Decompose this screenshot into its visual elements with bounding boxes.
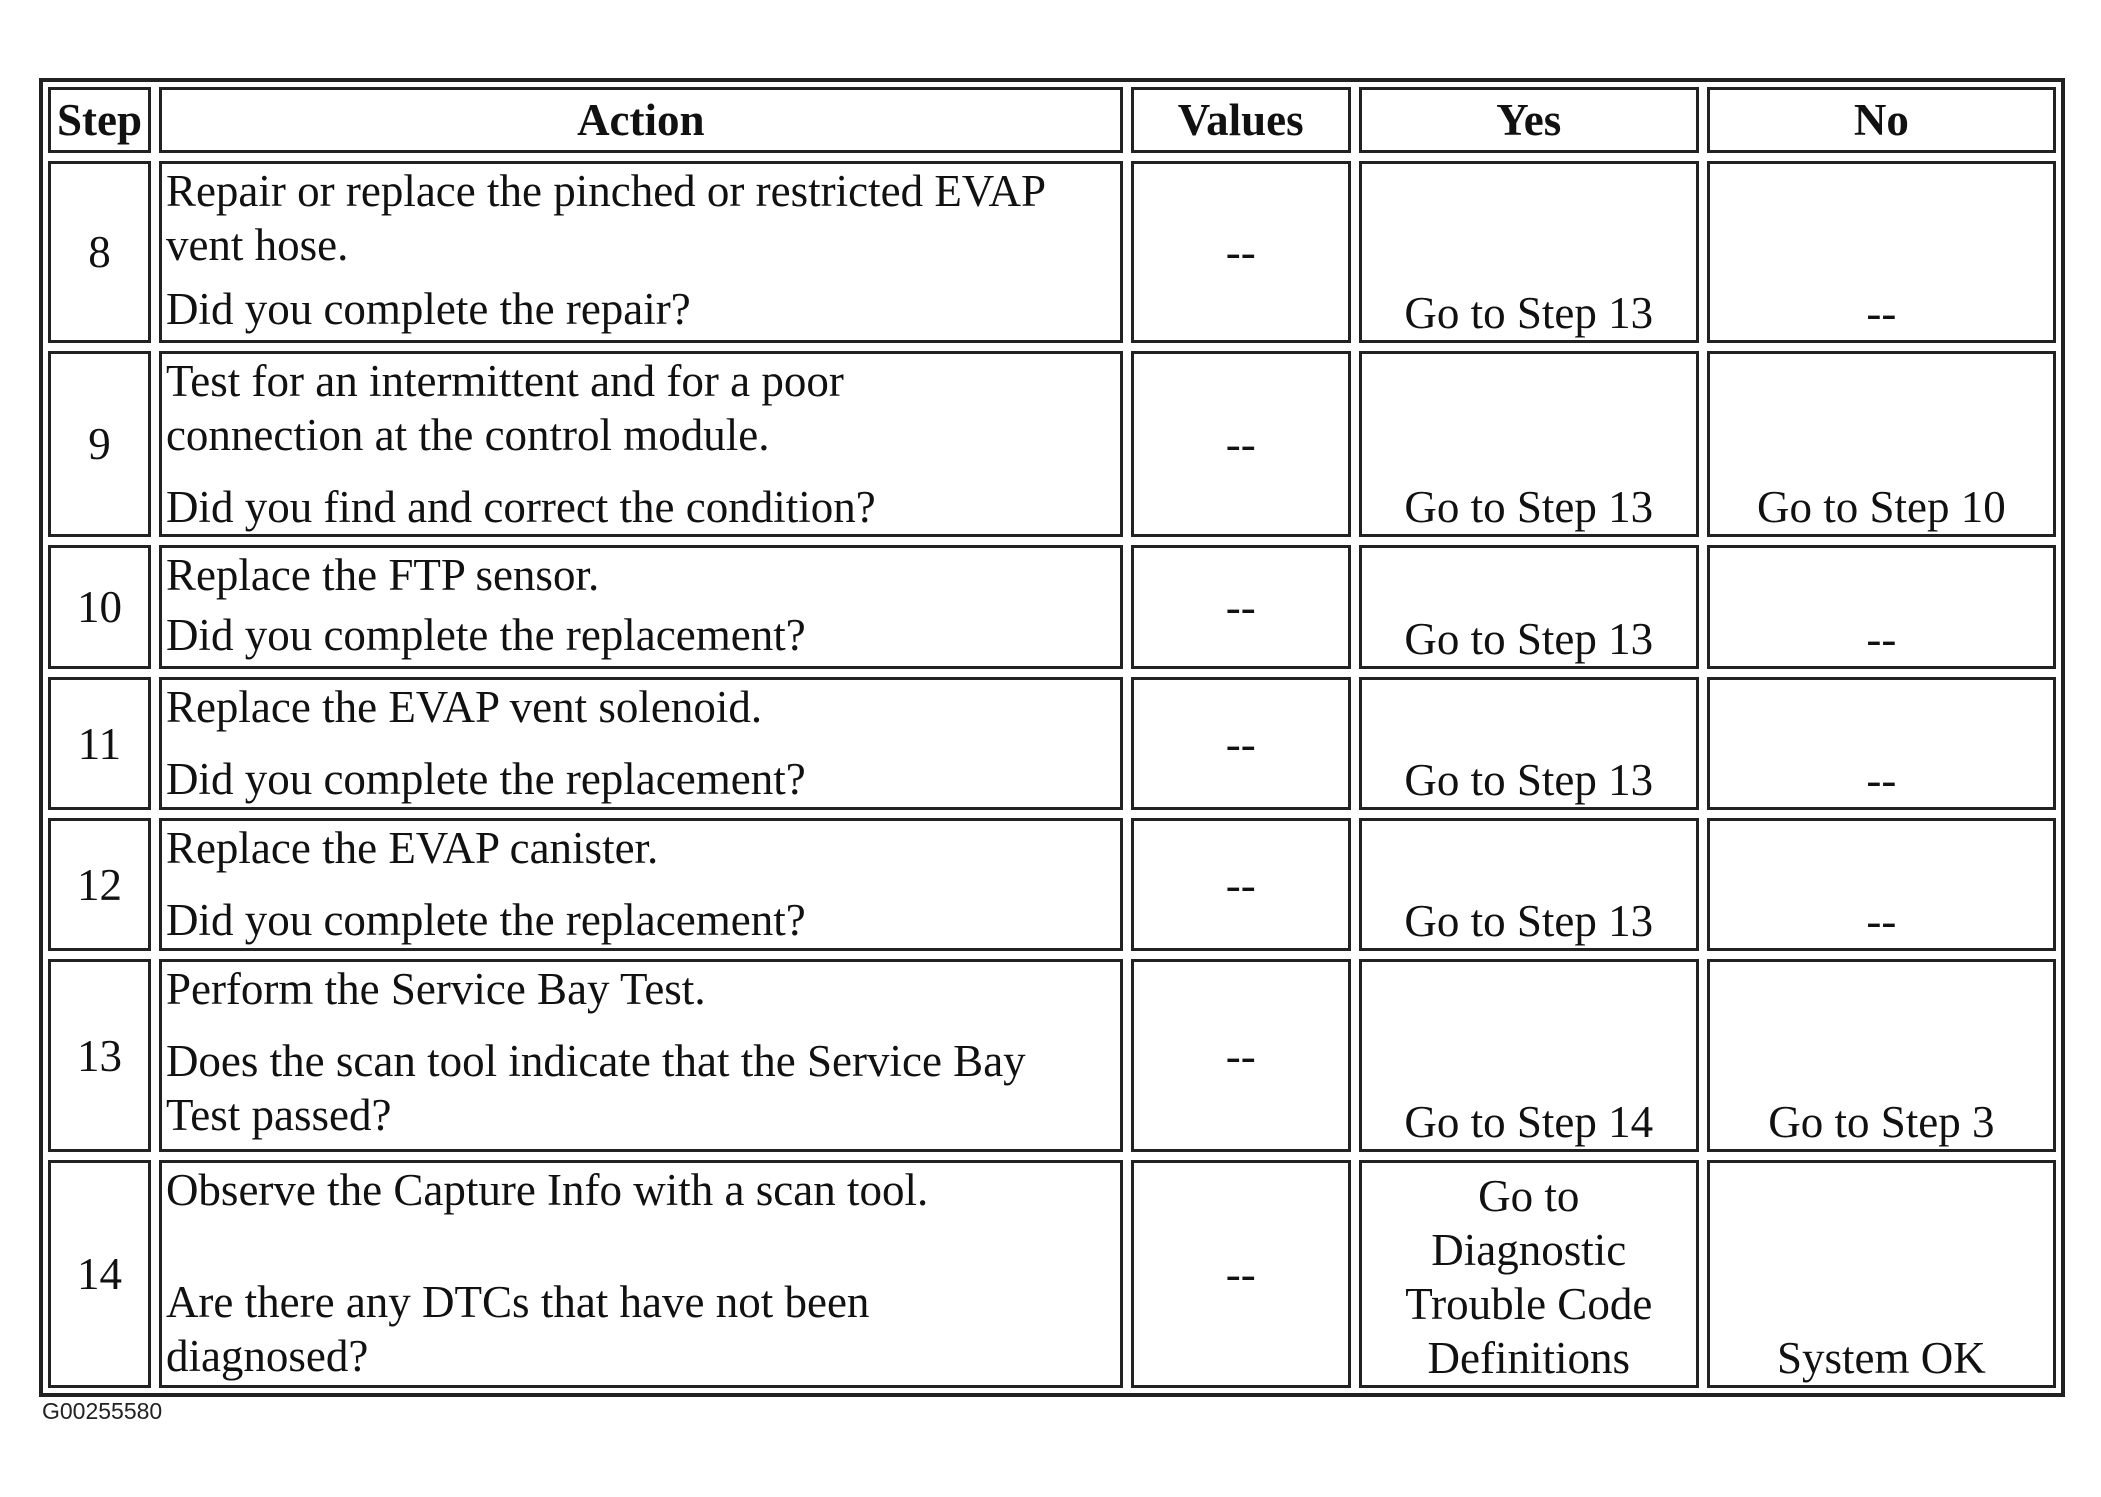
action-line: connection at the control module. [165, 410, 770, 460]
header-values: Values [1131, 87, 1351, 153]
values-cell: -- [1131, 1160, 1351, 1388]
no-cell: -- [1707, 677, 2056, 810]
header-row [48, 87, 2056, 153]
yes-cell [1359, 1160, 1699, 1388]
action-line: Replace the FTP sensor. [165, 550, 600, 600]
action-cell [159, 677, 1123, 810]
action-line: Observe the Capture Info with a scan tool. [165, 1165, 929, 1215]
no-cell: Go to Step 3 [1707, 959, 2056, 1152]
step-number: 9 [48, 351, 151, 537]
values-cell: -- [1131, 545, 1351, 669]
no-cell: -- [1707, 545, 2056, 669]
step-number: 12 [48, 818, 151, 951]
yes-link-line: Definitions [1427, 1333, 1630, 1383]
action-question: Did you complete the replacement? [165, 610, 806, 660]
table-row [48, 351, 2056, 537]
table-row [48, 161, 2056, 343]
table-row [48, 1160, 2056, 1388]
action-line: Perform the Service Bay Test. [165, 964, 706, 1014]
no-cell: -- [1707, 818, 2056, 951]
values-cell: -- [1131, 818, 1351, 951]
action-question: Did you complete the replacement? [165, 754, 806, 804]
action-cell [159, 1160, 1123, 1388]
step-number: 10 [48, 545, 151, 669]
figure-id-label: G00255580 [42, 1398, 163, 1424]
no-cell: -- [1707, 161, 2056, 343]
table-row [48, 818, 2056, 951]
values-cell: -- [1131, 351, 1351, 537]
yes-link-line: Trouble Code [1405, 1279, 1653, 1329]
values-cell: -- [1131, 677, 1351, 810]
action-question: Did you find and correct the condition? [165, 482, 876, 532]
action-line: Replace the EVAP canister. [165, 823, 659, 873]
step-number: 13 [48, 959, 151, 1152]
step-number: 14 [48, 1160, 151, 1388]
header-no: No [1707, 87, 2056, 153]
action-line: Test for an intermittent and for a poor [165, 356, 844, 406]
action-cell [159, 959, 1123, 1152]
no-cell: Go to Step 10 [1707, 351, 2056, 537]
action-cell [159, 818, 1123, 951]
action-line: Replace the EVAP vent solenoid. [165, 682, 763, 732]
action-cell [159, 351, 1123, 537]
yes-link-line: Diagnostic [1431, 1225, 1627, 1275]
action-cell [159, 161, 1123, 343]
diagnostic-steps-table [40, 79, 2064, 1396]
action-cell [159, 545, 1123, 669]
step-number: 8 [48, 161, 151, 343]
table-row [48, 545, 2056, 669]
action-question: Are there any DTCs that have not been [165, 1277, 870, 1327]
no-cell: System OK [1707, 1160, 2056, 1388]
yes-cell: Go to Step 13 [1359, 351, 1699, 537]
action-line: Repair or replace the pinched or restricted EVAP [165, 166, 1047, 216]
table-row [48, 959, 2056, 1152]
step-number: 11 [48, 677, 151, 810]
values-cell: -- [1131, 959, 1351, 1152]
yes-cell: Go to Step 13 [1359, 161, 1699, 343]
yes-cell: Go to Step 14 [1359, 959, 1699, 1152]
yes-cell: Go to Step 13 [1359, 545, 1699, 669]
header-action: Action [159, 87, 1123, 153]
action-question: Test passed? [165, 1090, 392, 1140]
header-step: Step [48, 87, 151, 153]
values-cell: -- [1131, 161, 1351, 343]
action-question: Did you complete the replacement? [165, 895, 806, 945]
header-yes: Yes [1359, 87, 1699, 153]
yes-link-line: Go to [1478, 1171, 1580, 1221]
diagnostic-table-frame [39, 78, 2065, 1397]
yes-cell: Go to Step 13 [1359, 677, 1699, 810]
action-question: Did you complete the repair? [165, 284, 691, 334]
yes-cell: Go to Step 13 [1359, 818, 1699, 951]
action-line: vent hose. [165, 220, 349, 270]
action-question: diagnosed? [165, 1331, 369, 1381]
table-row [48, 677, 2056, 810]
action-question: Does the scan tool indicate that the Service Bay [165, 1036, 1026, 1086]
